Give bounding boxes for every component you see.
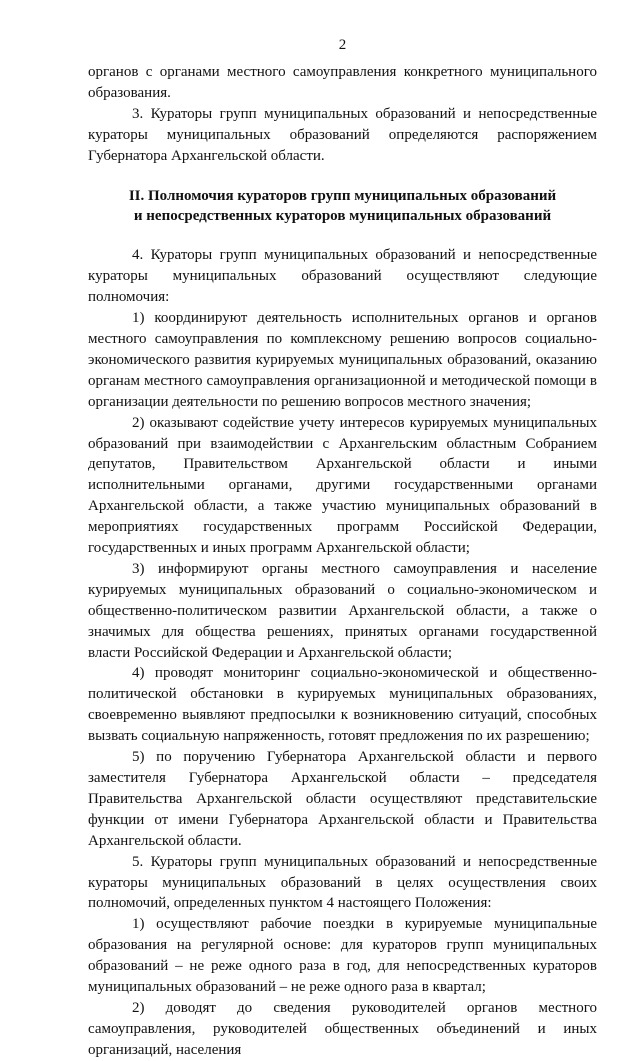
paragraph-subitem-4-4: 4) проводят мониторинг социально-экономической и общественно-политической обстановки в курируемых муниципальных образованиях, своевременно выявляют предпосылки к возникновению ситуаций, способных вызвать социальную напряженность, готовят предложения по их разрешению; bbox=[88, 665, 597, 745]
section-heading bbox=[88, 186, 597, 228]
paragraph-subitem-4-2: 2) оказывают содействие учету интересов курируемых муниципальных образований при взаимодействии с Архангельским областным Собранием депутатов, Правительством Архангельской области и иными исполнительными органами, другими государственными органами Архангельской области, а также участию муниципальных образований в мероприятиях государственных программ Российской Федерации, государственных и иных программ Архангельской области; bbox=[88, 414, 597, 557]
paragraph-item-5: 5. Кураторы групп муниципальных образований и непосредственные кураторы муниципальных образований в целях осуществления своих полномочий, определенных пунктом 4 настоящего Положения: bbox=[88, 853, 597, 912]
paragraph-continuation: органов с органами местного самоуправления конкретного муниципального образования. bbox=[88, 64, 597, 101]
paragraph-subitem-5-1: 1) осуществляют рабочие поездки в курируемые муниципальные образования на регулярной основе: для кураторов групп муниципальных образований – не реже одного раза в год, для непосредственных кураторов муниципальных образований – не реже одного раза в квартал; bbox=[88, 916, 597, 996]
paragraph-item-4: 4. Кураторы групп муниципальных образований и непосредственные кураторы муниципальных образований осуществляют следующие полномочия: bbox=[88, 247, 597, 306]
paragraph-subitem-4-1: 1) координируют деятельность исполнительных органов и органов местного самоуправления по комплексному решению вопросов социально-экономического развития курируемых муниципальных образований, оказанию органам местного самоуправления организационной и методической помощи в организации деятельности по решению вопросов местного значения; bbox=[88, 310, 597, 410]
paragraph-item-3: 3. Кураторы групп муниципальных образований и непосредственные кураторы муниципальных образований определяются распоряжением Губернатора Архангельской области. bbox=[88, 105, 597, 164]
section-heading-line-2: и непосредственных кураторов муниципальных образований bbox=[133, 208, 552, 225]
paragraph-subitem-5-2: 2) доводят до сведения руководителей органов местного самоуправления, руководителей общественных объединений и иных организаций, населения bbox=[88, 999, 597, 1058]
paragraph-subitem-4-5: 5) по поручению Губернатора Архангельской области и первого заместителя Губернатора Архангельской области – председателя Правительства Архангельской области осуществляют представительские функции от имени Губернатора Архангельской области и Правительства Архангельской области. bbox=[88, 749, 597, 849]
section-heading-line-1: II. Полномочия кураторов групп муниципальных образований bbox=[128, 187, 557, 204]
page-number: 2 bbox=[338, 37, 347, 53]
document-page bbox=[88, 34, 597, 1061]
paragraph-subitem-4-3: 3) информируют органы местного самоуправления и население курируемых муниципальных образований о социально-экономическом и общественно-политическом развитии Архангельской области, а также о значимых для общества решениях, принятых органами государственной власти Российской Федерации и Архангельской области; bbox=[88, 560, 597, 661]
